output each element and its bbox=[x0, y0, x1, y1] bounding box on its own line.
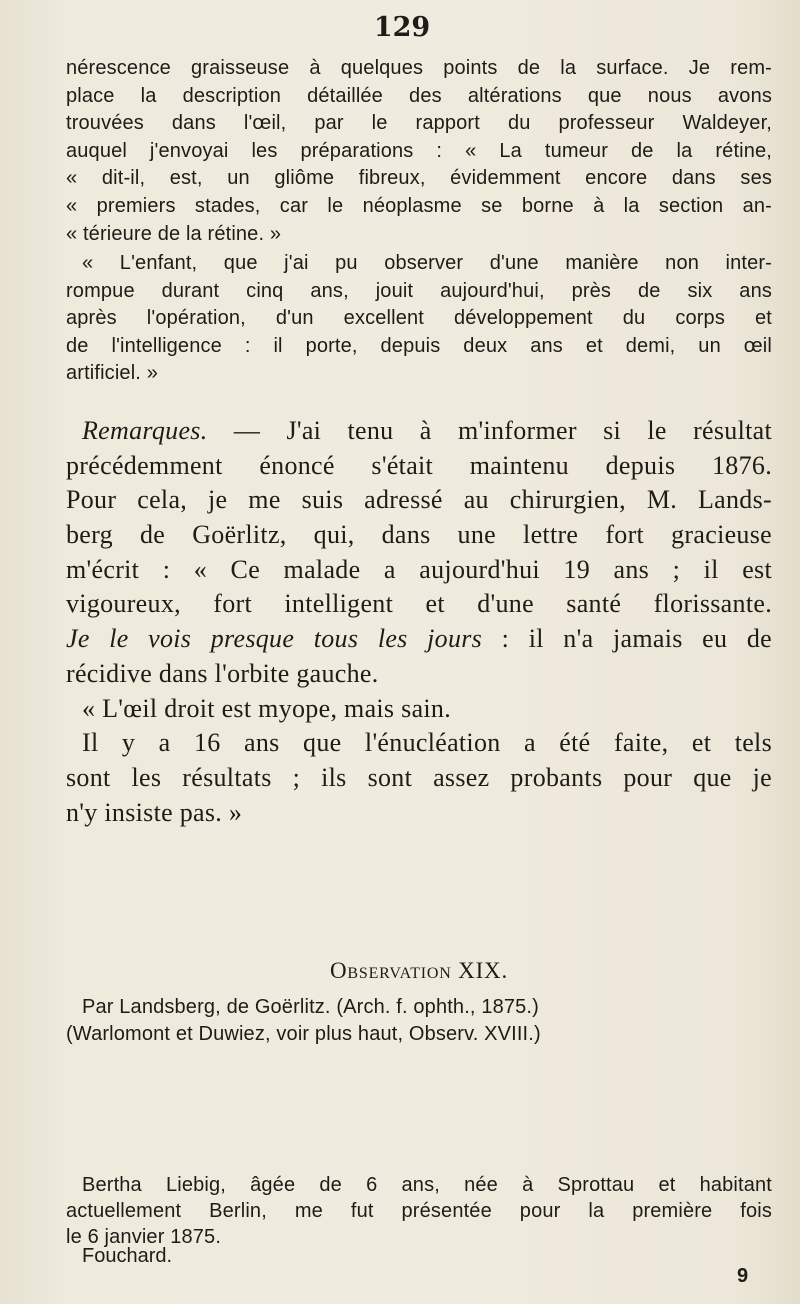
text-line: vigoureux, fort intelligent et d'une santé florissante. bbox=[66, 589, 772, 619]
text-line: trouvées dans l'œil, par le rapport du professeur Waldeyer, bbox=[66, 112, 772, 135]
remarks-section bbox=[66, 414, 772, 830]
text-line: après l'opération, d'un excellent développement du corps et bbox=[66, 307, 772, 330]
text-line: Par Landsberg, de Goërlitz. (Arch. f. ophth., 1875.) bbox=[82, 996, 539, 1018]
text-line: Bertha Liebig, âgée de 6 ans, née à Sprottau et habitant bbox=[82, 1174, 772, 1196]
text-line: précédemment énoncé s'était maintenu depuis 1876. bbox=[66, 450, 772, 480]
text-line: « térieure de la rétine. » bbox=[66, 222, 282, 245]
text-line: place la description détaillée des altérations que nous avons bbox=[66, 84, 772, 107]
remarks-line-rest: — J'ai tenu à m'informer si le résultat bbox=[207, 416, 772, 445]
text-line: m'écrit : « Ce malade a aujourd'hui 19 ans ; il est bbox=[66, 554, 772, 584]
text-line: (Warlomont et Duwiez, voir plus haut, Observ. XVIII.) bbox=[66, 1023, 541, 1045]
text-line-italic bbox=[66, 622, 772, 657]
text-line: « premiers stades, car le néoplasme se borne à la section an- bbox=[66, 194, 772, 217]
text-line: berg de Goërlitz, qui, dans une lettre fort gracieuse bbox=[66, 520, 772, 550]
observation-case bbox=[66, 1172, 772, 1250]
text-line: n'y insiste pas. » bbox=[66, 797, 243, 827]
footer-author: Fouchard. bbox=[82, 1245, 173, 1267]
text-line: sont les résultats ; ils sont assez probants pour que je bbox=[66, 762, 772, 792]
paragraph-waldeyer-report bbox=[66, 55, 772, 248]
text-line: artificiel. » bbox=[66, 362, 158, 385]
text-line: Pour cela, je me suis adressé au chirurgien, M. Lands- bbox=[66, 485, 772, 515]
text-line: le 6 janvier 1875. bbox=[66, 1226, 222, 1248]
text-line: de l'intelligence : il porte, depuis deux ans et demi, un œil bbox=[66, 334, 772, 357]
page-number: 129 bbox=[373, 12, 431, 43]
remarks-first-line bbox=[66, 414, 772, 449]
text-line: récidive dans l'orbite gauche. bbox=[66, 658, 379, 688]
text-line: « dit-il, est, un gliôme fibreux, évidemment encore dans ses bbox=[66, 167, 772, 190]
text-line: rompue durant cinq ans, jouit aujourd'hui, près de six ans bbox=[66, 279, 772, 302]
observation-heading: Observation XIX. bbox=[329, 958, 508, 983]
italic-quote: Je le vois presque tous les jours bbox=[66, 624, 483, 654]
remarks-heading: Remarques. bbox=[82, 416, 208, 445]
text-line: nérescence graisseuse à quelques points de la surface. Je rem- bbox=[66, 57, 772, 79]
text-line: auquel j'envoyai les préparations : « La tumeur de la rétine, bbox=[66, 139, 772, 162]
observation-source bbox=[66, 994, 772, 1048]
text-line: « L'enfant, que j'ai pu observer d'une manière non inter- bbox=[82, 252, 772, 274]
italic-quote-rest: : il n'a jamais eu de bbox=[482, 624, 772, 654]
text-line: actuellement Berlin, me fut présentée pour la première fois bbox=[66, 1200, 772, 1222]
signature-mark: 9 bbox=[737, 1265, 749, 1287]
text-line: « L'œil droit est myope, mais sain. bbox=[82, 693, 452, 723]
text-line: Il y a 16 ans que l'énucléation a été faite, et tels bbox=[82, 728, 772, 758]
paragraph-child-followup bbox=[66, 250, 772, 388]
